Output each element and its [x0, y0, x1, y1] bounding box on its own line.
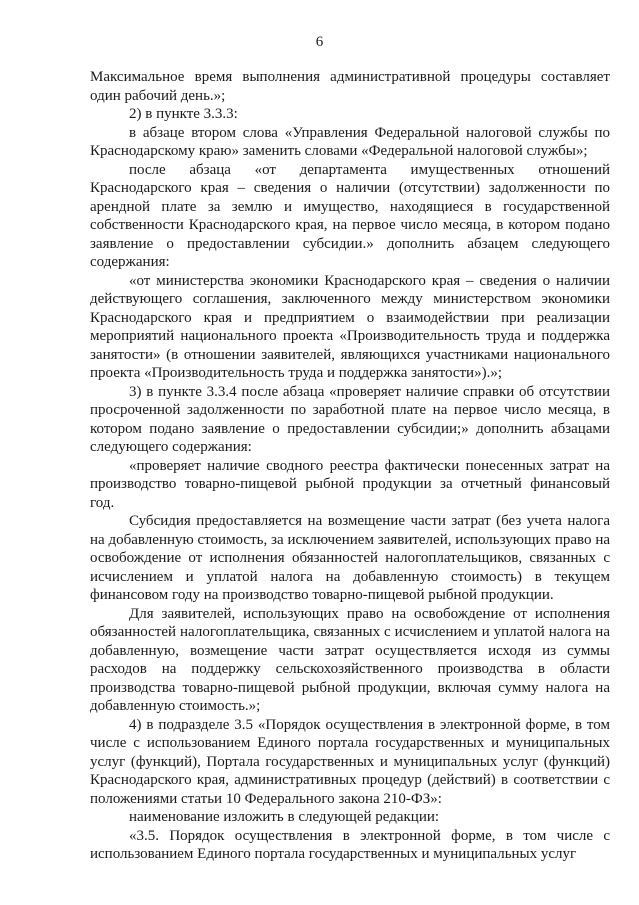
- paragraph: в абзаце втором слова «Управления Федеральной налоговой службы по Краснодарскому краю» заменить словами «Федеральной налоговой службы»;: [90, 124, 610, 159]
- paragraph: Максимальное время выполнения административной процедуры составляет один рабочий день.»;: [90, 69, 610, 104]
- paragraph: 4) в подразделе 3.5 «Порядок осуществления в электронной форме, в том числе с использованием Единого портала государственных и муниципальных услуг (функций), Портала государственных и муниципальных услуг (функций) Краснодарского края, административных процедур (действий) в соответствии с положениями статьи 10 Федерального закона 210-ФЗ»:: [90, 716, 610, 807]
- paragraph: 3) в пункте 3.3.4 после абзаца «проверяет наличие справки об отсутствии просроченной задолженности по заработной плате на первое число месяца, в котором подано заявление о предоставлении субсидии;» дополнить абзацами следующего содержания:: [90, 383, 610, 455]
- paragraph: «3.5. Порядок осуществления в электронной форме, в том числе с использованием Единого портала государственных и муниципальных услуг: [90, 827, 610, 862]
- page-number: 6: [315, 34, 324, 50]
- paragraph: Субсидия предоставляется на возмещение части затрат (без учета налога на добавленную стоимость, за исключением заявителей, использующих право на освобождение от исполнения обязанностей налогоплательщиков, связанных с исчислением и уплатой налога на добавленную стоимость) в текущем финансовом году на производство товарно-пищевой рыбной продукции.: [90, 513, 610, 603]
- paragraph: 2) в пункте 3.3.3:: [129, 106, 238, 122]
- paragraph: Для заявителей, использующих право на освобождение от исполнения обязанностей налогоплательщика, связанных с исчислением и уплатой налога на добавленную, возмещение части затрат осуществляется исходя из суммы расходов на поддержку сельскохозяйственного производства в области производства товарно-пищевой рыбной продукции, включая сумму налога на добавленную стоимость.»;: [90, 605, 610, 714]
- paragraph: «проверяет наличие сводного реестра фактически понесенных затрат на производство товарно-пищевой рыбной продукции за отчетный финансовый год.: [90, 457, 610, 511]
- document-body: [90, 68, 610, 864]
- paragraph: наименование изложить в следующей редакции:: [129, 809, 440, 825]
- paragraph: после абзаца «от департамента имущественных отношений Краснодарского края – сведения о наличии (отсутствии) задолженности по арендной плате за землю и имущество, находящиеся в государственной собственности Краснодарского края, на первое число месяца, в котором подано заявление о предоставлении субсидии.» дополнить абзацем следующего содержания:: [90, 161, 610, 270]
- paragraph: «от министерства экономики Краснодарского края – сведения о наличии действующего соглашения, заключенного между министерством экономики Краснодарского края и предприятием о взаимодействии при реализации мероприятий национального проекта «Производительность труда и поддержка занятости» (в отношении заявителей, являющихся участниками национального проекта «Производительность труда и поддержка занятости»).»;: [90, 272, 610, 381]
